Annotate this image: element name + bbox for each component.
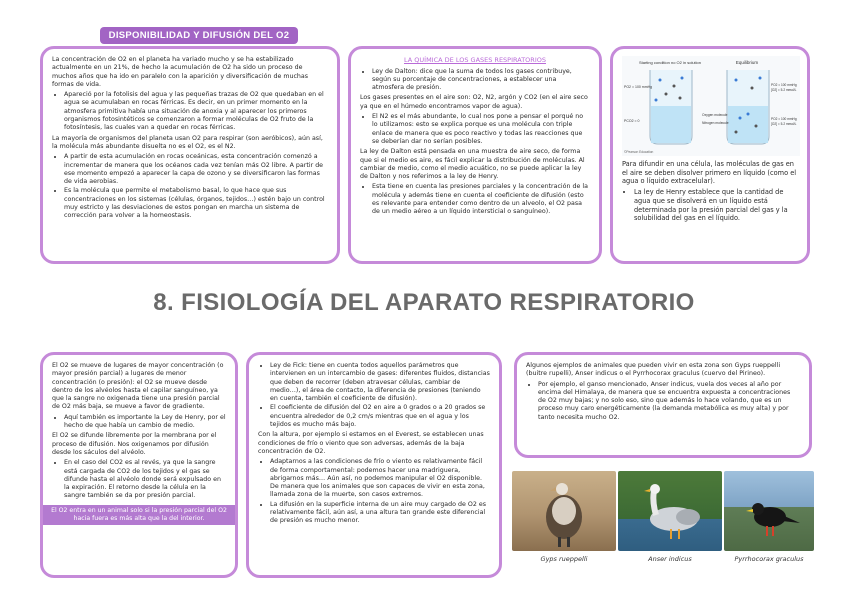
card6-bullet-1: • Por ejemplo, el ganso mencionado, Anser indicus, vuela dos veces al año por encima del Himalaya, de manera que se encuentra expuesta a concentraciones de O2 muy bajas; y no solo eso, sino que además lo hace volando, que es un proceso muy caro energéticamente (la demanda metabólica es muy alta) y por tanto necesita mucho O2. (538, 381, 800, 422)
page-title: 8. FISIOLOGÍA DEL APARATO RESPIRATORIO (153, 289, 695, 316)
card1-paragraph-1: La concentración de O2 en el planeta ha variado mucho y se ha estabilizado actualmente en un 21%, de hecho la acumulación de O2 ha sido un proceso de muchos años que ha ido en paralelo con la aparición y diversificación de muchas formas de vida. (52, 56, 309, 88)
card6-list-1 (526, 381, 800, 422)
card2-subtitle: LA QUÍMICA DE LOS GASES RESPIRATORIOS (404, 56, 546, 64)
card-gas-chemistry (348, 46, 602, 264)
card2-list-2 (360, 113, 590, 146)
card4-bullet-2: • En el caso del CO2 es al revés, ya que la sangre está cargada de CO2 de los tejidos y el gas se difunde hasta el alvéolo donde será expulsado en la expiración. El retorno desde la célula en la sangre también se da por presión parcial. (64, 459, 226, 500)
diagram-right-side-4: [O2] = 5.2 mmol/L (771, 122, 797, 126)
card5-bullet-4: • La difusión en la superficie interna de un aire muy cargado de O2 es relativamente fácil, aún así, a una altura tan grande este diferencial de presión es mucho menor. (270, 501, 490, 526)
beaker-right (727, 70, 769, 144)
card-fick-law (246, 352, 502, 578)
diagram-copyright: ©Pearson Education (624, 150, 654, 154)
caption-pyrrhocorax-graculus: Pyrrhocorax graculus (734, 555, 804, 563)
card1-list-2 (52, 153, 328, 220)
diagram-right-label: Equilibrium (735, 60, 759, 65)
card4-paragraph-2: El O2 se difunde libremente por la membrana por el proceso de difusión. Nos oxigenamos por difusión desde los sáculos del alvéolo. (52, 432, 217, 456)
card5-paragraph-1: Con la altura, por ejemplo si estamos en el Everest, se establecen unas condiciones de frío o viento que son adversas, además de la baja concentración de O2. (258, 431, 484, 455)
photo-gyps-rueppelli (512, 471, 616, 551)
card-high-altitude-animals (514, 352, 812, 458)
diagram-right-side-3: PO2 = 100 mmHg (771, 117, 797, 121)
diagram-right-side-2: [O2] = 5.2 mmol/L (771, 88, 797, 92)
photo-anser-indicus (618, 471, 722, 551)
card5-bullet-1: • Ley de Fick: tiene en cuenta todos aquellos parámetros que intervienen en un intercambio de gases: diferentes fluidos, distancias que deben de recorrer (deben atravesar células, cambiar de medio…), el área de contacto, la diferencia de presiones (teniendo en cuenta, también el coeficiente de difusión). (270, 362, 490, 403)
card2-list-3 (360, 183, 590, 216)
vulture-icon (512, 471, 616, 551)
card5-list-2 (258, 458, 490, 525)
card-oxygen-diffusion (40, 352, 238, 578)
card2-paragraph-1: Los gases presentes en el aire son: O2, N2, argón y CO2 (en el aire seco ya que en el húmedo encontramos vapor de agua). (360, 94, 588, 110)
card2-list-1 (360, 68, 590, 93)
card1-bullet-1: • Apareció por la fotolisis del agua y las pequeñas trazas de O2 que quedaban en el agua se acumulaban en rocas férricas. Es decir, en un primer momento en la atmosfera primitiva había una situación de anoxia y al aparecer los primeros organismos fotosintéticos se comenzaron a formar moléculas de O2 fruto de la fotosíntesis, las cuales van a quedar en rocas férricas. (64, 91, 328, 132)
caption-anser-indicus: Anser indicus (648, 555, 692, 563)
diagram-left-label: Starting condition no O2 in solution (638, 60, 702, 65)
card2-bullet-3: • Esta tiene en cuenta las presiones parciales y la concentración de la molécula y además tiene en cuenta el coeficiente de difusión (esto es relevante para entender como dentro de un alveolo, el O2 pasa de un medio aéreo a un líquido intersticial o sanguíneo). (372, 183, 590, 216)
diagram-left-side-1: PO2 = 100 mmHg (624, 85, 653, 89)
card3-list-1 (622, 188, 798, 223)
card4-bullet-1: • Aquí también es importante la Ley de Henry, por el hecho de que había un cambio de medio. (64, 414, 226, 431)
goose-icon (618, 471, 722, 551)
card4-footer-note: El O2 entra en un animal solo si la presión parcial del O2 hacia fuera es más alta que la del interior. (43, 505, 235, 526)
card4-list-1 (52, 414, 226, 431)
caption-gyps-rueppelli: Gyps rueppelli (540, 555, 588, 563)
card1-list-1 (52, 91, 328, 132)
card2-paragraph-2: La ley de Dalton está pensada en una muestra de aire seco, de forma que si el medio es aire, es fácil explicar la distribución de moléculas. Al cambiar de medio, como el medio acuático, no se puede aplicar la ley de Dalton y nos referimos a la ley de Henry. (360, 148, 585, 181)
card4-paragraph-1: El O2 se mueve de lugares de mayor concentración (o mayor presión parcial) a lugares de menor concentración (o presión): el O2 se mueve desde dentro de los alvéolos hasta el capilar sanguíneo, ya que la sangre no oxigenada tiene una presión parcial de O2 más baja, se mueve a favor de gradiente. (52, 362, 224, 411)
card5-bullet-3: • Adaptarnos a las condiciones de frío o viento es relativamente fácil de forma comportamental: podemos hacer una madriguera, abrigarnos más… Aún así, no podemos manipular el O2 disponible. De manera que los animales que son capaces de vivir en esta zona, llamada zona de la muerte, son casos extremos. (270, 458, 490, 499)
card6-paragraph-1: Algunos ejemplos de animales que pueden vivir en esta zona son Gyps rueppelli (buitre rupelli), Anser indicus o el Pyrrhocorax graculus (cuervo del Pirineo). (526, 362, 781, 378)
card1-bullet-3: • Es la molécula que permite el metabolismo basal, lo que hace que sus concentraciones en los sistemas (células, órganos, tejidos…) estén bajo un control muy estricto y las desviaciones de estos pongan en marcha un sistema de corrección para volver a la homeostasis. (64, 187, 328, 220)
card1-bullet-2: • A partir de esta acumulación en rocas oceánicas, esta concentración comenzó a incrementar de manera que los océanos cada vez tenían más O2 libre. A partir de ese momento empezó a aparecer la capa de ozono y se diversificaron las formas de vida aerobias. (64, 153, 328, 186)
diagram-oxygen-label: Oxygen molecule (702, 113, 728, 117)
diagram-left-side-2: PCO2 = 0 (624, 119, 640, 123)
photo-pyrrhocorax-graculus (724, 471, 814, 551)
card-henry-law (610, 46, 810, 264)
card4-list-2 (52, 459, 226, 500)
card5-list-1 (258, 362, 490, 429)
card1-paragraph-2: La mayoría de organismos del planeta usan O2 para respirar (son aeróbicos), aún así, la molécula más abundante disuelta no es el O2, es el N2. (52, 134, 323, 150)
gas-solution-diagram (622, 56, 800, 156)
card5-bullet-2: • El coeficiente de difusión del O2 en aire a 0 grados o a 20 grados se encuentra alrededor de 0,2 cm/s mientras que en el agua y los tejidos es mucho más bajo. (270, 404, 490, 429)
card2-bullet-2: • El N2 es el más abundante, lo cual nos pone a pensar el porqué no lo utilizamos: esto se explica porque es una molécula con triple enlace de manera que es poco reactivo y todas las reacciones que se deberían dar no serían posibles. (372, 113, 590, 146)
card3-bullet-1: • La ley de Henry establece que la cantidad de agua que se disolverá en un líquido está determinada por la presión parcial del gas y la solubilidad del gas en el líquido. (634, 188, 798, 223)
diagram-right-side-1: PO2 = 100 mmHg (771, 83, 797, 87)
section-title: DISPONIBILIDAD Y DIFUSIÓN DEL O2 (100, 27, 298, 44)
card-oxygen-availability (40, 46, 340, 264)
card2-bullet-1: • Ley de Dalton: dice que la suma de todos los gases contribuye, según su porcentaje de concentraciones, a establecer una atmosfera de presión. (372, 68, 590, 93)
card3-paragraph-1: Para difundir en una célula, las moléculas de gas en el aire se deben disolver primero en líquido (como el agua o líquido extracelular). (622, 160, 797, 186)
diagram-nitrogen-label: Nitrogen molecule (702, 121, 729, 125)
beaker-left (650, 70, 692, 144)
chough-icon (724, 471, 814, 551)
